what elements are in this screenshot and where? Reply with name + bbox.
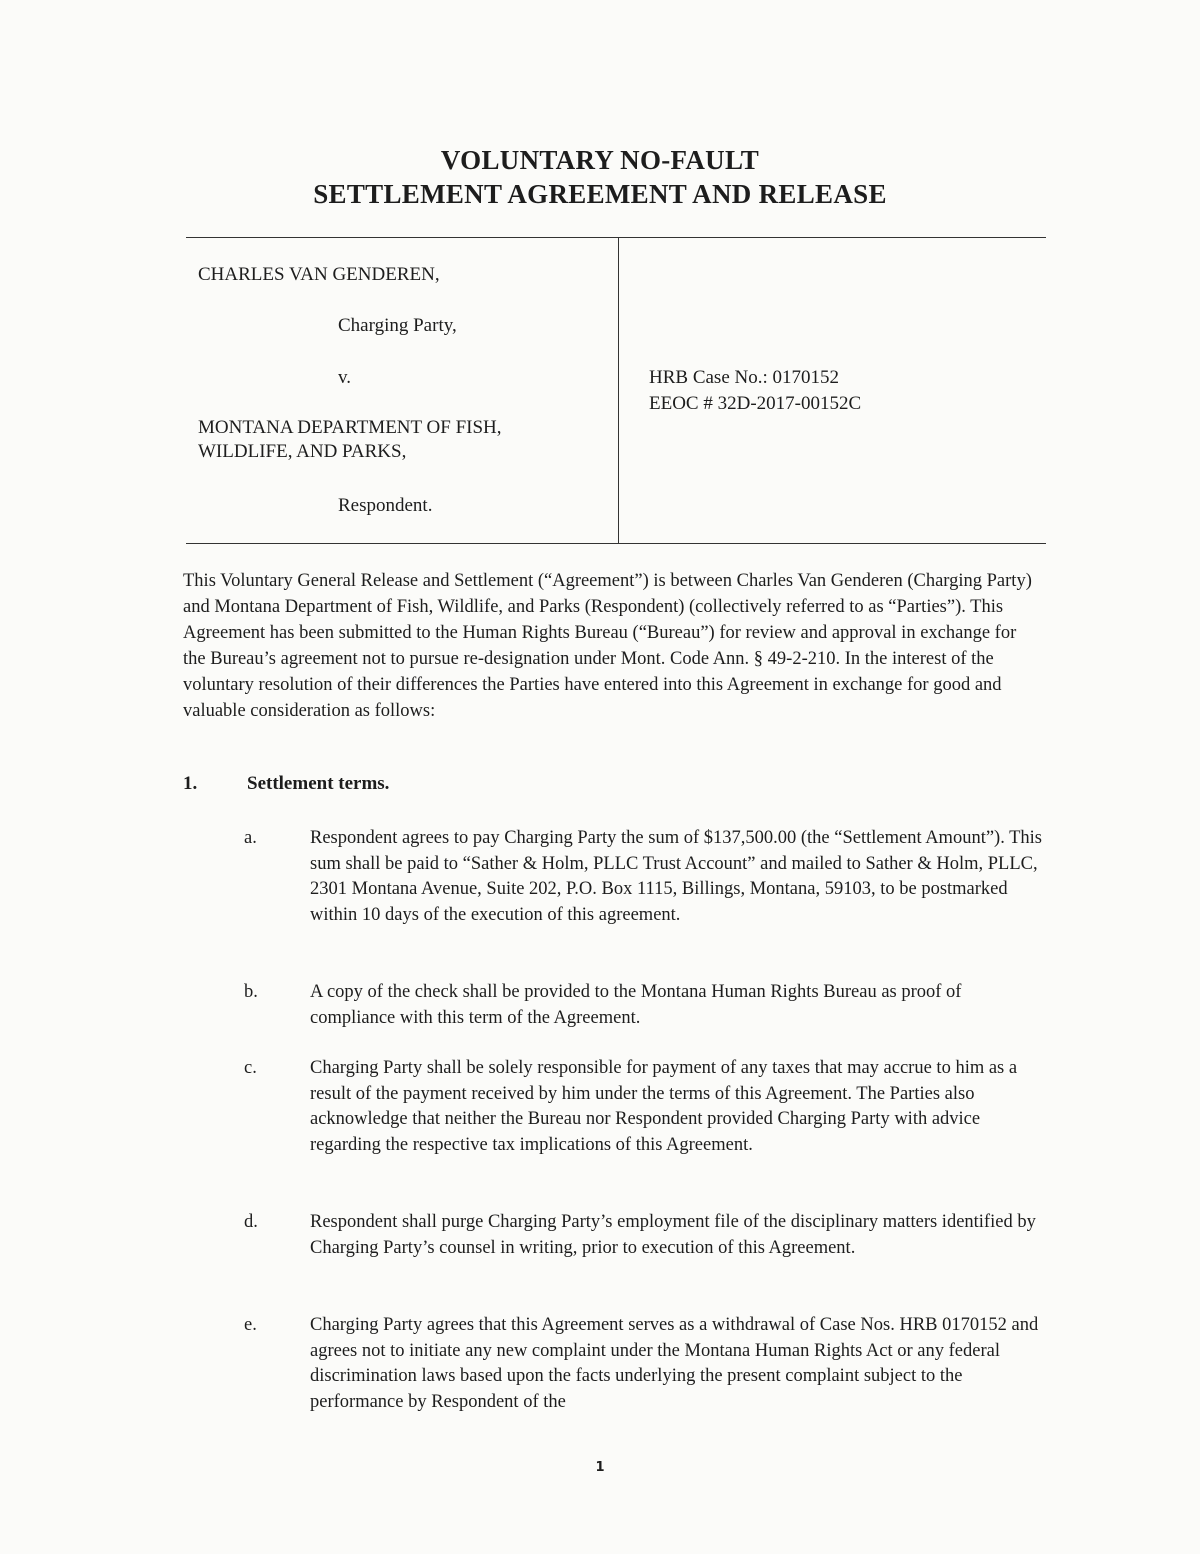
- term-text: A copy of the check shall be provided to the Montana Human Rights Bureau as proof of compliance with this term of the Agreement.: [310, 982, 962, 1028]
- term-item-d: [244, 1210, 1044, 1261]
- term-letter: a.: [244, 828, 257, 848]
- page-number: 1: [595, 1460, 605, 1475]
- title-line-2: SETTLEMENT AGREEMENT AND RELEASE: [313, 179, 887, 209]
- respondent-name-line-1: MONTANA DEPARTMENT OF FISH,: [198, 417, 502, 438]
- intro-paragraph: This Voluntary General Release and Settlement (“Agreement”) is between Charles Van Genderen (Charging Party) and Montana Department of Fish, Wildlife, and Parks (Respondent) (collectively referred to as “Parties”). This Agreement has been submitted to the Human Rights Bureau (“Bureau”) for review and approval in exchange for the Bureau’s agreement not to pursue re-designation under Mont. Code Ann. § 49-2-210. In the interest of the voluntary resolution of their differences the Parties have entered into this Agreement in exchange for good and valuable consideration as follows:: [183, 571, 1032, 721]
- caption-top-rule: [186, 237, 1046, 238]
- eeoc-case-number: EEOC # 32D-2017-00152C: [649, 393, 862, 414]
- term-item-a: [244, 826, 1044, 928]
- versus: v.: [338, 367, 352, 388]
- term-item-e: [244, 1313, 1044, 1415]
- section-title: Settlement terms.: [247, 773, 390, 794]
- term-text: Charging Party agrees that this Agreement serves as a withdrawal of Case Nos. HRB 0170152 and agrees not to initiate any new complaint under the Montana Human Rights Act or any federal discrimination laws based upon the facts underlying the present complaint subject to the performance by Respondent of the: [310, 1315, 1039, 1412]
- charging-party-role: Charging Party,: [338, 315, 457, 336]
- term-text: Respondent agrees to pay Charging Party the sum of $137,500.00 (the “Settlement Amount”). This sum shall be paid to “Sather & Holm, PLLC Trust Account” and mailed to Sather & Holm, PLLC, 2301 Montana Avenue, Suite 202, P.O. Box 1115, Billings, Montana, 59103, to be postmarked within 10 days of the execution of this agreement.: [310, 828, 1043, 925]
- hrb-case-number: HRB Case No.: 0170152: [649, 367, 839, 388]
- charging-party-name: CHARLES VAN GENDEREN,: [198, 264, 440, 285]
- respondent-name-line-2: WILDLIFE, AND PARKS,: [198, 441, 407, 462]
- term-item-c: [244, 1056, 1044, 1158]
- case-caption: [186, 237, 1046, 545]
- section-heading: [183, 773, 389, 795]
- term-letter: c.: [244, 1058, 257, 1078]
- term-letter: b.: [244, 982, 258, 1002]
- document-title: [0, 143, 1200, 211]
- section-number: 1.: [183, 773, 198, 794]
- term-text: Charging Party shall be solely responsible for payment of any taxes that may accrue to him as a result of the payment received by him under the terms of this Agreement. The Parties also acknowledge that neither the Bureau nor Respondent provided Charging Party with advice regarding the respective tax implications of this Agreement.: [310, 1058, 1018, 1155]
- caption-bottom-rule: [186, 543, 1046, 544]
- term-text: Respondent shall purge Charging Party’s employment file of the disciplinary matters identified by Charging Party’s counsel in writing, prior to execution of this Agreement.: [310, 1212, 1036, 1258]
- caption-divider: [618, 237, 619, 544]
- term-letter: d.: [244, 1212, 258, 1232]
- title-line-1: VOLUNTARY NO-FAULT: [440, 145, 760, 175]
- term-item-b: [244, 980, 1044, 1031]
- term-letter: e.: [244, 1315, 257, 1335]
- respondent-role: Respondent.: [338, 495, 433, 516]
